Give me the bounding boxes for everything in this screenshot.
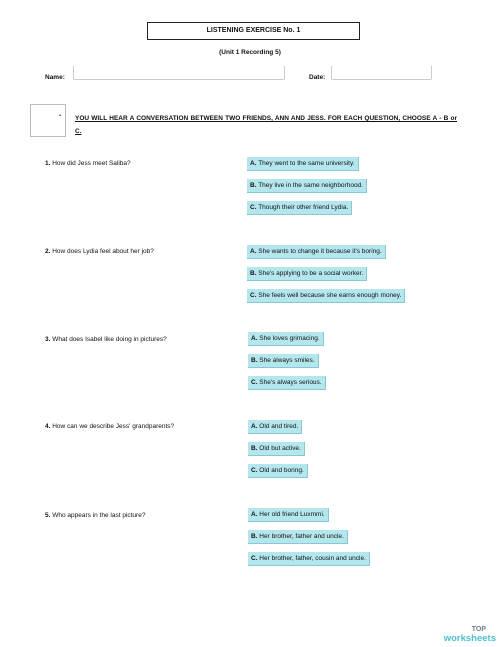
option-letter: C.	[250, 292, 257, 299]
option-letter: A.	[251, 423, 258, 430]
option-text: Old and tired.	[257, 423, 299, 430]
question-number: 4.	[45, 423, 51, 430]
option-letter: A.	[251, 335, 258, 342]
option-4a[interactable]	[248, 420, 302, 434]
option-text: She's always serious.	[257, 379, 322, 386]
topworksheets-logo	[436, 626, 496, 644]
question-text: How can we describe Jess' grandparents?	[50, 423, 175, 430]
option-text: She always smiles.	[257, 357, 315, 364]
worksheet-title: LISTENING EXERCISE No. 1	[147, 22, 360, 40]
option-letter: C.	[251, 379, 258, 386]
option-text: Her brother, father, cousin and uncle.	[257, 555, 366, 562]
option-text: She feels well because she earns enough money.	[256, 292, 402, 299]
option-3c[interactable]	[248, 376, 326, 390]
option-letter: B.	[250, 182, 257, 189]
option-2c[interactable]	[247, 289, 405, 303]
option-letter: C.	[251, 467, 258, 474]
option-text: Her old friend Luxmmi.	[257, 511, 325, 518]
option-2b[interactable]	[247, 267, 367, 281]
bullet-icon: ▪	[59, 113, 62, 119]
name-label: Name:	[45, 74, 65, 81]
question-2	[45, 248, 154, 255]
option-5c[interactable]	[248, 552, 370, 566]
option-text: Old and boring.	[257, 467, 304, 474]
option-text: Her brother, father and uncle.	[257, 533, 344, 540]
option-letter: B.	[251, 445, 258, 452]
question-4	[45, 423, 174, 430]
option-3a[interactable]	[248, 332, 324, 346]
question-text: Who appears in the last picture?	[50, 512, 146, 519]
name-field[interactable]	[73, 66, 285, 80]
option-letter: A.	[250, 248, 257, 255]
option-4c[interactable]	[248, 464, 308, 478]
option-letter: B.	[251, 533, 258, 540]
option-text: Though their other friend Lydia.	[256, 204, 349, 211]
option-letter: A.	[250, 160, 257, 167]
question-1	[45, 160, 131, 167]
question-text: How does Lydia feel about her job?	[50, 248, 154, 255]
option-text: She's applying to be a social worker.	[256, 270, 364, 277]
option-5b[interactable]	[248, 530, 348, 544]
option-1a[interactable]	[247, 157, 359, 171]
question-text: How did Jess meet Saliba?	[50, 160, 131, 167]
question-number: 5.	[45, 512, 51, 519]
question-5	[45, 512, 145, 519]
option-text: They went to the same university.	[256, 160, 355, 167]
worksheet-subtitle: (Unit 1 Recording 5)	[219, 49, 281, 56]
option-3b[interactable]	[248, 354, 319, 368]
logo-brand-text: worksheets	[443, 633, 496, 644]
option-text: Old but active.	[257, 445, 301, 452]
option-text: She loves grimacing.	[257, 335, 320, 342]
instruction-text: YOU WILL HEAR A CONVERSATION BETWEEN TWO FRIENDS, ANN AND JESS. FOR EACH QUESTION, CHOOSE A - B or C.	[75, 115, 457, 135]
question-text: What does Isabel like doing in pictures?	[50, 336, 167, 343]
option-1c[interactable]	[247, 201, 352, 215]
option-letter: C.	[251, 555, 258, 562]
question-number: 1.	[45, 160, 51, 167]
option-1b[interactable]	[247, 179, 367, 193]
option-2a[interactable]	[247, 245, 386, 259]
question-number: 3.	[45, 336, 51, 343]
date-field[interactable]	[331, 66, 432, 80]
option-4b[interactable]	[248, 442, 305, 456]
option-5a[interactable]	[248, 508, 329, 522]
option-text: They live in the same neighborhood.	[256, 182, 363, 189]
option-letter: C.	[250, 204, 257, 211]
option-text: She wants to change it because it's boring.	[256, 248, 382, 255]
option-letter: B.	[250, 270, 257, 277]
answer-square	[30, 104, 66, 137]
option-letter: A.	[251, 511, 258, 518]
option-letter: B.	[251, 357, 258, 364]
date-label: Date:	[309, 74, 326, 81]
question-3	[45, 336, 167, 343]
question-number: 2.	[45, 248, 51, 255]
logo-top-text: TOP	[471, 626, 486, 633]
